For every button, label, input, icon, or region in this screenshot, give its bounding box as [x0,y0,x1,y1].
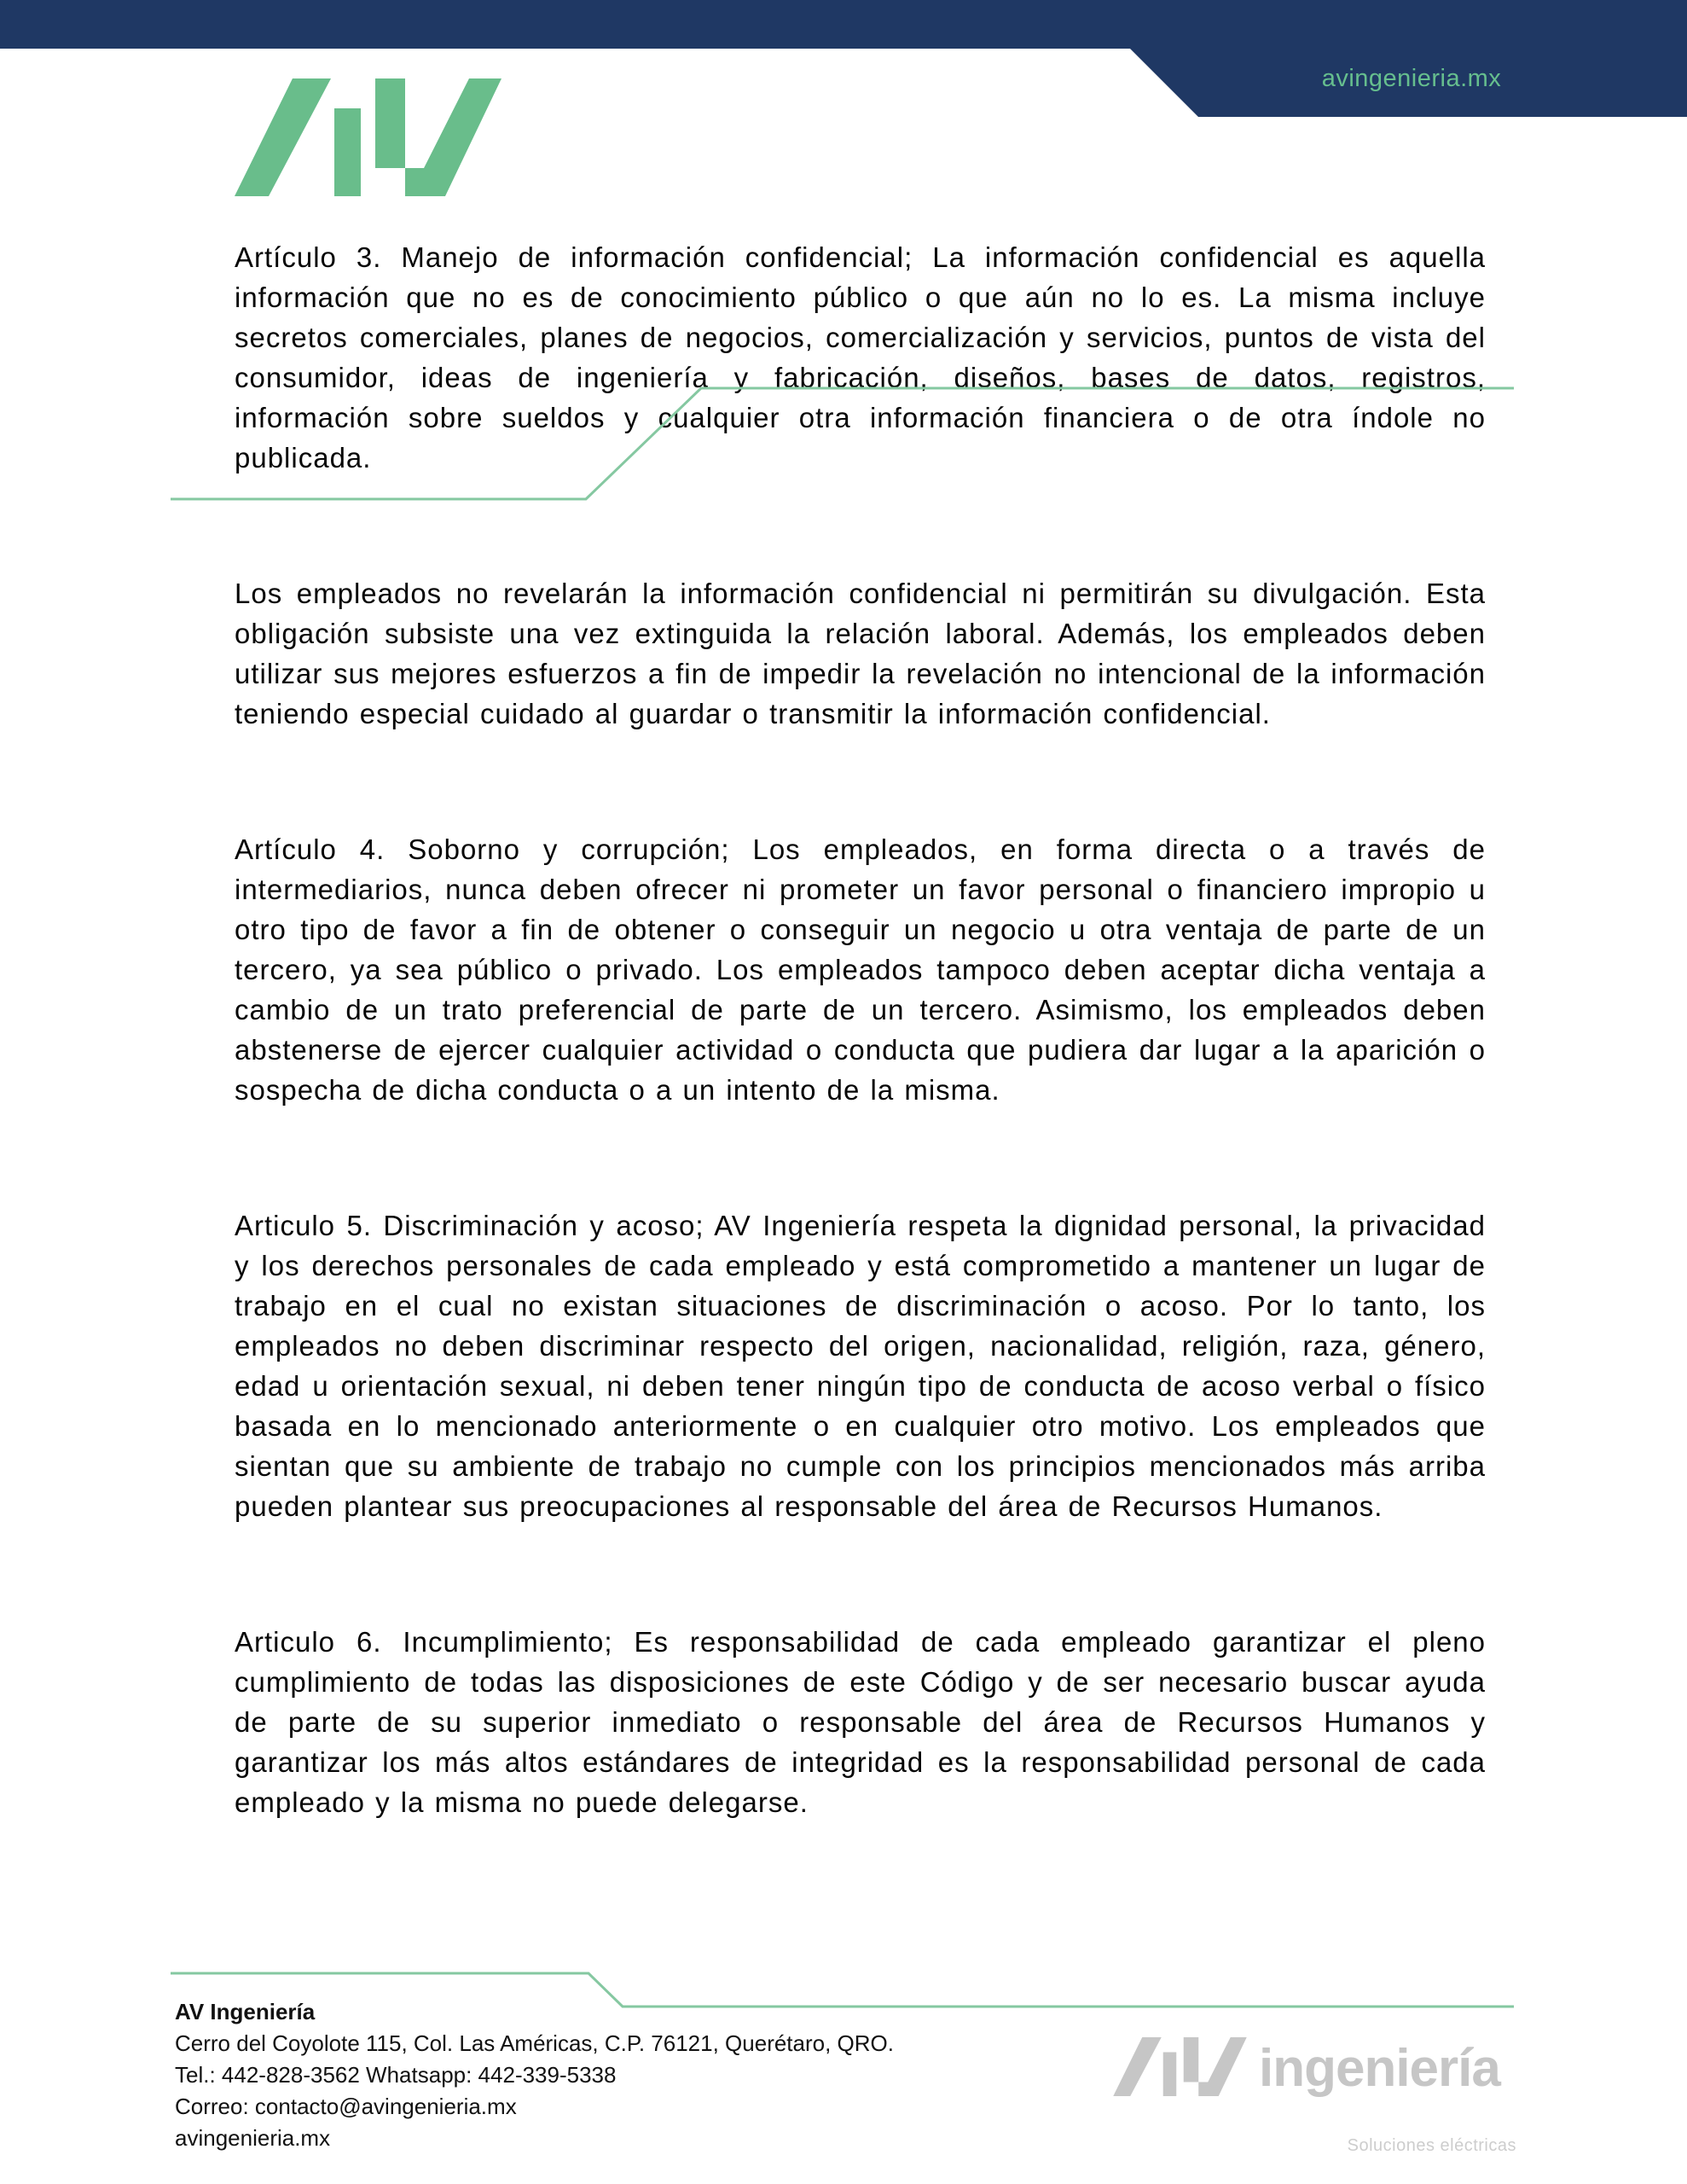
footer-contact-block [175,1996,894,2154]
footer-website-link[interactable]: avingenieria.mx [175,2125,331,2151]
paragraph-confidencialidad: Los empleados no revelarán la información confidencial ni permitirán su divulgación. Esta obligación subsiste una vez extinguida la relación laboral. Además, los empleados deben utilizar sus mejores esfuerzos a fin de impedir la revelación no intencional de la información teniendo especial cuidado al guardar o transmitir la información confidencial. [235,578,1486,729]
paragraph-articulo-5: Articulo 5. Discriminación y acoso; AV Ingeniería respeta la dignidad personal, la privacidad y los derechos personales de cada empleado y está comprometido a mantener un lugar de trabajo en el cual no existan situaciones de discriminación o acoso. Por lo tanto, los empleados no deben discriminar respecto del origen, nacionalidad, religión, raza, género, edad u orientación sexual, ni deben tener ningún tipo de conducta de acoso verbal o físico basada en lo mencionado anteriormente o en cualquier otro motivo. Los empleados que sientan que su ambiente de trabajo no cumple con los principios mencionados más arriba pueden plantear sus preocupaciones al responsable del área de Recursos Humanos. [235,1210,1486,1522]
footer-address: Cerro del Coyolote 115, Col. Las Américas, C.P. 76121, Querétaro, QRO. [175,2030,895,2056]
header-website-link[interactable]: avingenieria.mx [1321,65,1502,92]
footer-wordmark: ingeniería [1259,2039,1500,2098]
document-body [235,237,1486,1822]
footer-av-logo-shapes [1113,2037,1247,2096]
paragraph-articulo-4: Artículo 4. Soborno y corrupción; Los empleados, en forma directa o a través de intermediarios, nunca deben ofrecer ni prometer un favor personal o financiero impropio u otro tipo de favor a fin de obtener o conseguir un negocio u otra ventaja de parte de un tercero, ya sea público o privado. Los empleados tampoco deben aceptar dicha ventaja a cambio de un trato preferencial de parte de un tercero. Asimismo, los empleados deben abstenerse de ejercer cualquier actividad o conducta que pudiera dar lugar a la aparición o sospecha de dicha conducta o a un intento de la misma. [235,834,1486,1106]
footer-email-link[interactable]: Correo: contacto@avingenieria.mx [175,2094,517,2119]
av-logo-icon [235,78,501,196]
footer-tagline: Soluciones eléctricas [1347,2136,1516,2155]
footer-phone: Tel.: 442-828-3562 Whatsapp: 442-339-5338 [175,2062,617,2088]
footer-company-name: AV Ingeniería [175,1999,316,2024]
paragraph-articulo-3: Artículo 3. Manejo de información confidencial; La información confidencial es aquella información que no es de conocimiento público o que aún no lo es. La misma incluye secretos comerciales, planes de negocios, comercialización y servicios, puntos de vista del consumidor, ideas de ingeniería y fabricación, diseños, bases de datos, registros, información sobre sueldos y cualquier otra información financiera o de otra índole no publicada. [235,241,1486,473]
footer-av-logo-icon [1113,2037,1247,2096]
paragraph-articulo-6: Articulo 6. Incumplimiento; Es responsabilidad de cada empleado garantizar el pleno cumplimiento de todas las disposiciones de este Código y de ser necesario buscar ayuda de parte de su superior inmediato o responsable del área de Recursos Humanos y garantizar los más altos estándares de integridad es la responsabilidad personal de cada empleado y la misma no puede delegarse. [235,1626,1486,1818]
av-logo-shapes [235,78,501,196]
